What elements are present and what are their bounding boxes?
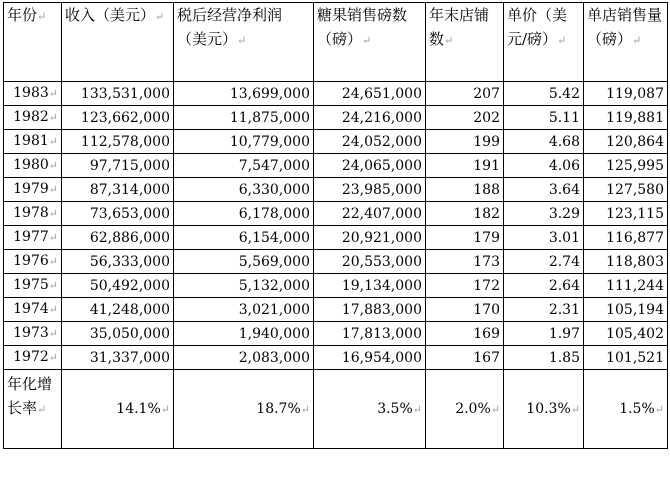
growth-net-profit: 18.7%↵ [174,370,314,449]
cell-net-profit: 5,569,000 [174,250,314,274]
cell-year: 1974↵ [4,298,62,322]
cell-store-count: 169 [426,322,504,346]
cell-unit-price: 5.11 [504,106,584,130]
cell-net-profit: 11,875,000 [174,106,314,130]
cell-unit-price: 5.42 [504,82,584,106]
table-row [4,298,668,322]
header-row [4,3,668,82]
cell-net-profit: 1,940,000 [174,322,314,346]
cell-candy-pounds: 16,954,000 [314,346,426,370]
table-body [4,82,668,370]
cell-year: 1976↵ [4,250,62,274]
cell-revenue: 97,715,000 [62,154,174,178]
cell-per-store-volume: 105,194 [584,298,668,322]
cell-revenue: 31,337,000 [62,346,174,370]
cell-net-profit: 6,330,000 [174,178,314,202]
cell-year: 1978↵ [4,202,62,226]
table-row [4,226,668,250]
cell-net-profit: 13,699,000 [174,82,314,106]
cell-candy-pounds: 23,985,000 [314,178,426,202]
cell-candy-pounds: 24,052,000 [314,130,426,154]
cell-per-store-volume: 105,402 [584,322,668,346]
table-row [4,130,668,154]
table-row [4,178,668,202]
cell-net-profit: 6,154,000 [174,226,314,250]
cell-candy-pounds: 22,407,000 [314,202,426,226]
cell-unit-price: 3.64 [504,178,584,202]
table-row [4,154,668,178]
cell-per-store-volume: 116,877 [584,226,668,250]
header-per-store-volume: 单店销售量（磅）↵ [584,3,668,82]
cell-candy-pounds: 20,921,000 [314,226,426,250]
header-unit-price: 单价（美元/磅）↵ [504,3,584,82]
header-candy-pounds: 糖果销售磅数（磅）↵ [314,3,426,82]
cell-per-store-volume: 118,803 [584,250,668,274]
header-net-profit: 税后经营净利润（美元）↵ [174,3,314,82]
cell-revenue: 123,662,000 [62,106,174,130]
cell-unit-price: 2.64 [504,274,584,298]
cell-per-store-volume: 111,244 [584,274,668,298]
table-row [4,106,668,130]
cell-candy-pounds: 24,216,000 [314,106,426,130]
cell-unit-price: 1.85 [504,346,584,370]
cell-store-count: 199 [426,130,504,154]
growth-store-count: 2.0%↵ [426,370,504,449]
cell-per-store-volume: 127,580 [584,178,668,202]
cell-store-count: 172 [426,274,504,298]
cell-year: 1973↵ [4,322,62,346]
cell-revenue: 35,050,000 [62,322,174,346]
cell-candy-pounds: 24,651,000 [314,82,426,106]
growth-per-store-volume: 1.5%↵ [584,370,668,449]
cell-unit-price: 4.68 [504,130,584,154]
cell-per-store-volume: 119,087 [584,82,668,106]
cell-net-profit: 5,132,000 [174,274,314,298]
cell-year: 1972↵ [4,346,62,370]
cell-per-store-volume: 120,864 [584,130,668,154]
cell-unit-price: 1.97 [504,322,584,346]
cell-candy-pounds: 20,553,000 [314,250,426,274]
cell-store-count: 173 [426,250,504,274]
cell-store-count: 182 [426,202,504,226]
cell-revenue: 50,492,000 [62,274,174,298]
cell-candy-pounds: 19,134,000 [314,274,426,298]
cell-store-count: 202 [426,106,504,130]
cell-candy-pounds: 24,065,000 [314,154,426,178]
cell-year: 1979↵ [4,178,62,202]
cell-per-store-volume: 125,995 [584,154,668,178]
table-row [4,322,668,346]
header-revenue: 收入（美元）↵ [62,3,174,82]
table-row [4,82,668,106]
header-store-count: 年末店铺数↵ [426,3,504,82]
cell-revenue: 112,578,000 [62,130,174,154]
cell-per-store-volume: 123,115 [584,202,668,226]
cell-unit-price: 4.06 [504,154,584,178]
cell-year: 1975↵ [4,274,62,298]
cell-year: 1983↵ [4,82,62,106]
cell-store-count: 179 [426,226,504,250]
cell-net-profit: 10,779,000 [174,130,314,154]
cell-revenue: 133,531,000 [62,82,174,106]
cell-per-store-volume: 119,881 [584,106,668,130]
cell-revenue: 41,248,000 [62,298,174,322]
growth-row [4,370,668,449]
cell-store-count: 207 [426,82,504,106]
growth-revenue: 14.1%↵ [62,370,174,449]
table-row [4,274,668,298]
table-row [4,346,668,370]
financial-table [3,2,668,449]
cell-store-count: 170 [426,298,504,322]
cell-store-count: 188 [426,178,504,202]
cell-store-count: 167 [426,346,504,370]
table-row [4,202,668,226]
cell-revenue: 73,653,000 [62,202,174,226]
cell-unit-price: 2.74 [504,250,584,274]
cell-revenue: 87,314,000 [62,178,174,202]
cell-net-profit: 6,178,000 [174,202,314,226]
growth-unit-price: 10.3%↵ [504,370,584,449]
cell-unit-price: 3.29 [504,202,584,226]
growth-label: 年化增长率↵ [4,370,62,449]
cell-per-store-volume: 101,521 [584,346,668,370]
cell-net-profit: 7,547,000 [174,154,314,178]
header-year: 年份↵ [4,3,62,82]
cell-net-profit: 3,021,000 [174,298,314,322]
table-row [4,250,668,274]
cell-year: 1980↵ [4,154,62,178]
cell-unit-price: 2.31 [504,298,584,322]
cell-year: 1981↵ [4,130,62,154]
cell-net-profit: 2,083,000 [174,346,314,370]
cell-candy-pounds: 17,813,000 [314,322,426,346]
growth-candy-pounds: 3.5%↵ [314,370,426,449]
cell-revenue: 62,886,000 [62,226,174,250]
cell-year: 1977↵ [4,226,62,250]
cell-store-count: 191 [426,154,504,178]
cell-candy-pounds: 17,883,000 [314,298,426,322]
cell-revenue: 56,333,000 [62,250,174,274]
cell-unit-price: 3.01 [504,226,584,250]
cell-year: 1982↵ [4,106,62,130]
